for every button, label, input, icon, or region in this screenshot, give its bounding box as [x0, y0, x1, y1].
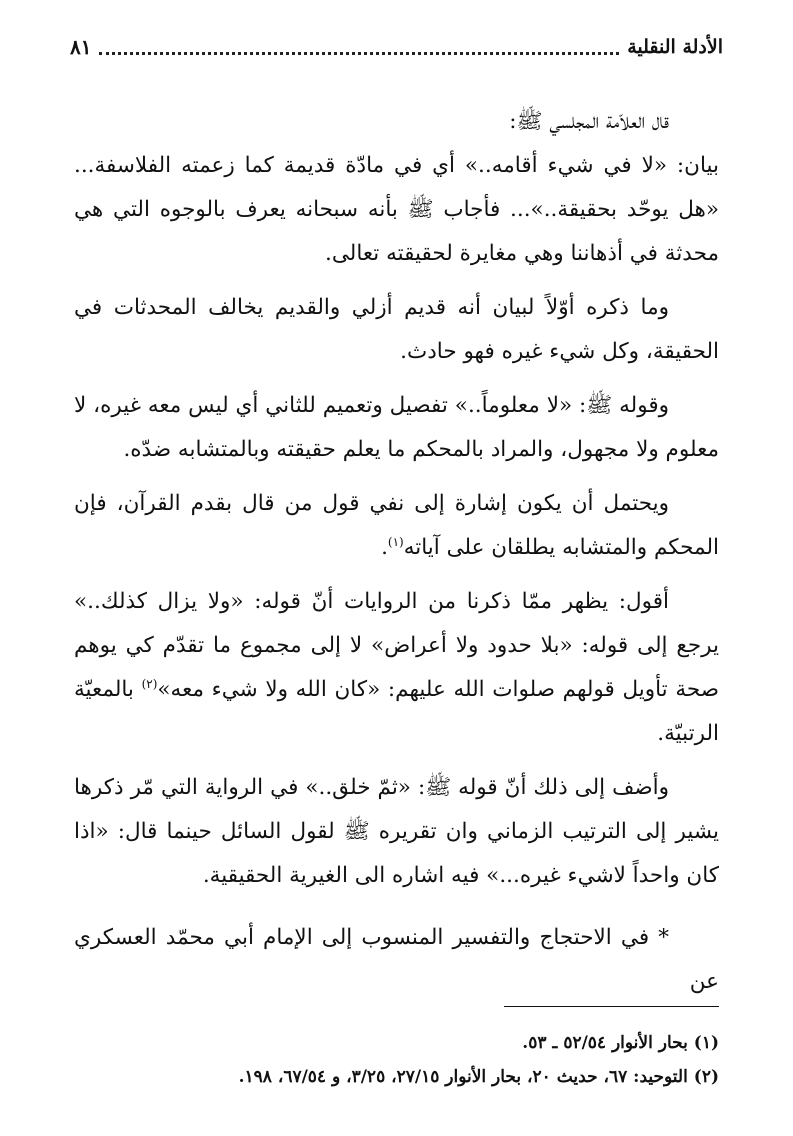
header-title: الأدلة النقلية — [627, 36, 723, 58]
paragraph-quran-text: ويحتمل أن يكون إشارة إلى نفي قول من قال بقدم القرآن، فإن المحكم والمتشابه يطلقان على آياته — [74, 491, 719, 560]
paragraph-ihtijaj: * في الاحتجاج والتفسير المنسوب إلى الإمام أبي محمّد العسكري عن — [74, 925, 719, 994]
footnote-ref-2[interactable]: (٢) — [141, 676, 158, 691]
paragraph-aqoul — [74, 580, 719, 756]
paragraph-quran-end: . — [381, 535, 388, 560]
page-number: ٨١ — [70, 35, 92, 59]
footnote-ref-1[interactable]: (١) — [387, 534, 404, 549]
footnotes — [70, 1026, 719, 1094]
running-header — [70, 30, 723, 64]
paragraph-majlisi: قال العلاّمة المجلسي ﷺ: — [509, 109, 669, 134]
main-text — [74, 100, 719, 1004]
paragraph-bayan: بيان: «لا في شيء أقامه..» أي في مادّة قديمة كما زعمته الفلاسفة... «هل يوحّد بحقيقة..»... فأجاب ﷺ بأنه سبحانه يعرف بالوجوه التي هي محدثة في أذهاننا وهي مغايرة لحقيقته تعالى. — [74, 153, 719, 266]
header-dot-leader — [99, 40, 619, 55]
footnote-separator — [504, 1006, 719, 1007]
footnote-2: (٢) التوحيد: ٦٧، حديث ٢٠، بحار الأنوار ٢٧/١٥، ٣/٢٥، و ٦٧/٥٤، ١٩٨. — [238, 1067, 719, 1087]
paragraph-adif: وأضف إلى ذلك أنّ قوله ﷺ: «ثمّ خلق..» في الرواية التي مّر ذكرها يشير إلى الترتيب الزماني وان تقريره ﷺ لقول السائل حينما قال: «اذا كان واحداً لاشيء غيره...» فيه اشاره الى الغيرية الحقيقية. — [74, 775, 719, 888]
paragraph-qadim: وما ذكره أوّلاً لبيان أنه قديم أزلي والقديم يخالف المحدثات في الحقيقة، وكل شيء غيره فهو حادث. — [74, 295, 719, 364]
paragraph-aqoul-end: بالمعيّة الرتبيّة. — [74, 677, 719, 746]
paragraph-quran — [74, 482, 719, 570]
paragraph-maloum: وقوله ﷺ: «لا معلوماً..» تفصيل وتعميم للثاني أي ليس معه غيره، لا معلوم ولا مجهول، والمراد بالمحكم ما يعلم حقيقته وبالمتشابه ضدّه. — [74, 393, 719, 462]
paragraph-aqoul-text: أقول: يظهر ممّا ذكرنا من الروايات أنّ قوله: «ولا يزال كذلك..» يرجع إلى قوله: «بلا حدود ولا أعراض» لا إلى مجموع ما تقدّم كي يوهم صحة تأويل قولهم صلوات الله عليهم: «كان الله ولا شيء معه» — [74, 589, 719, 702]
footnote-1: (١) بحار الأنوار ٥٢/٥٤ ـ ٥٣. — [522, 1033, 719, 1053]
